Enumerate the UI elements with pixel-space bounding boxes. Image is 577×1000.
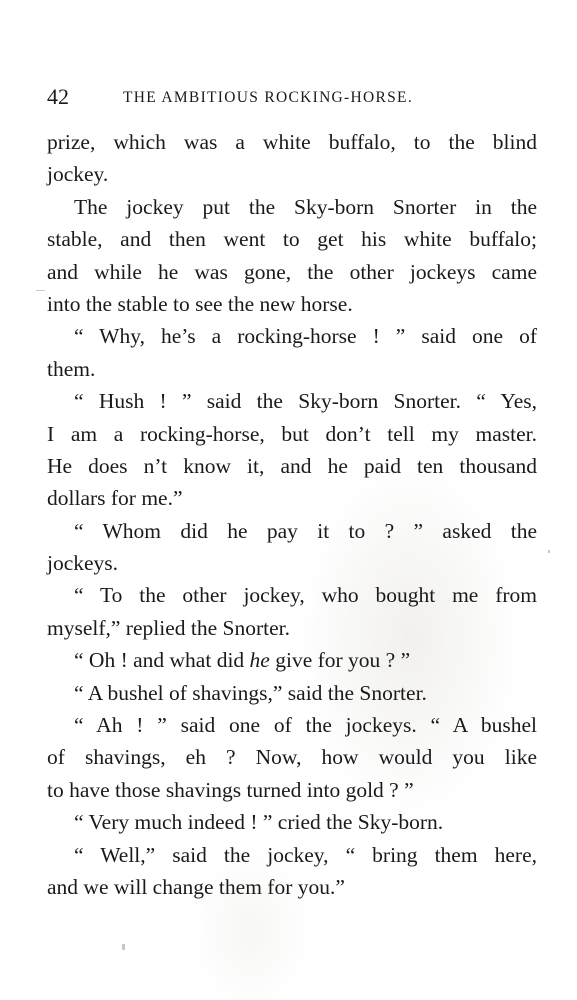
emphasis-text: he bbox=[249, 648, 270, 673]
text-line: The jockey put the Sky-born Snorter in the bbox=[74, 194, 537, 219]
text-line: “ Well,” said the jockey, “ bring them here, bbox=[74, 842, 537, 867]
margin-speck bbox=[36, 290, 45, 291]
text-line: “ Why, he’s a rocking-horse ! ” said one of bbox=[74, 324, 537, 349]
text-line: I am a rocking-horse, but don’t tell my master. bbox=[47, 421, 537, 446]
text-line: dollars for me.” bbox=[47, 486, 183, 511]
margin-speck bbox=[122, 944, 125, 950]
page-number: 42 bbox=[47, 84, 69, 109]
text-line: He does n’t know it, and he paid ten thousand bbox=[47, 453, 537, 478]
text-span: give for you ? ” bbox=[269, 648, 411, 673]
text-line: and we will change them for you.” bbox=[47, 874, 345, 899]
text-line: to have those shavings turned into gold ? ” bbox=[47, 777, 414, 802]
margin-speck bbox=[548, 550, 550, 553]
text-line: of shavings, eh ? Now, how would you like bbox=[47, 745, 537, 770]
text-line: “ Very much indeed ! ” cried the Sky-born. bbox=[74, 810, 444, 835]
page-header bbox=[47, 84, 537, 110]
text-line: prize, which was a white buffalo, to the blind bbox=[47, 130, 537, 154]
text-line bbox=[47, 644, 537, 676]
body-text bbox=[47, 126, 537, 903]
text-line: “ Ah ! ” said one of the jockeys. “ A bushel bbox=[74, 713, 537, 738]
text-line: “ Whom did he pay it to ? ” asked the bbox=[74, 518, 537, 543]
running-title: THE AMBITIOUS ROCKING-HORSE. bbox=[123, 89, 414, 106]
text-line: “ Hush ! ” said the Sky-born Snorter. “ Yes, bbox=[74, 389, 537, 414]
text-line: them. bbox=[47, 356, 96, 381]
text-line: “ A bushel of shavings,” said the Snorter. bbox=[74, 680, 427, 705]
text-line: myself,” replied the Snorter. bbox=[47, 615, 290, 640]
text-line: jockey. bbox=[47, 162, 109, 187]
text-line: jockeys. bbox=[47, 551, 119, 576]
text-span: “ Oh ! and what did bbox=[74, 648, 250, 673]
text-line: into the stable to see the new horse. bbox=[47, 291, 353, 316]
text-line: stable, and then went to get his white buffalo; bbox=[47, 227, 537, 252]
text-line: “ To the other jockey, who bought me from bbox=[74, 583, 537, 608]
text-line: and while he was gone, the other jockeys came bbox=[47, 259, 537, 284]
